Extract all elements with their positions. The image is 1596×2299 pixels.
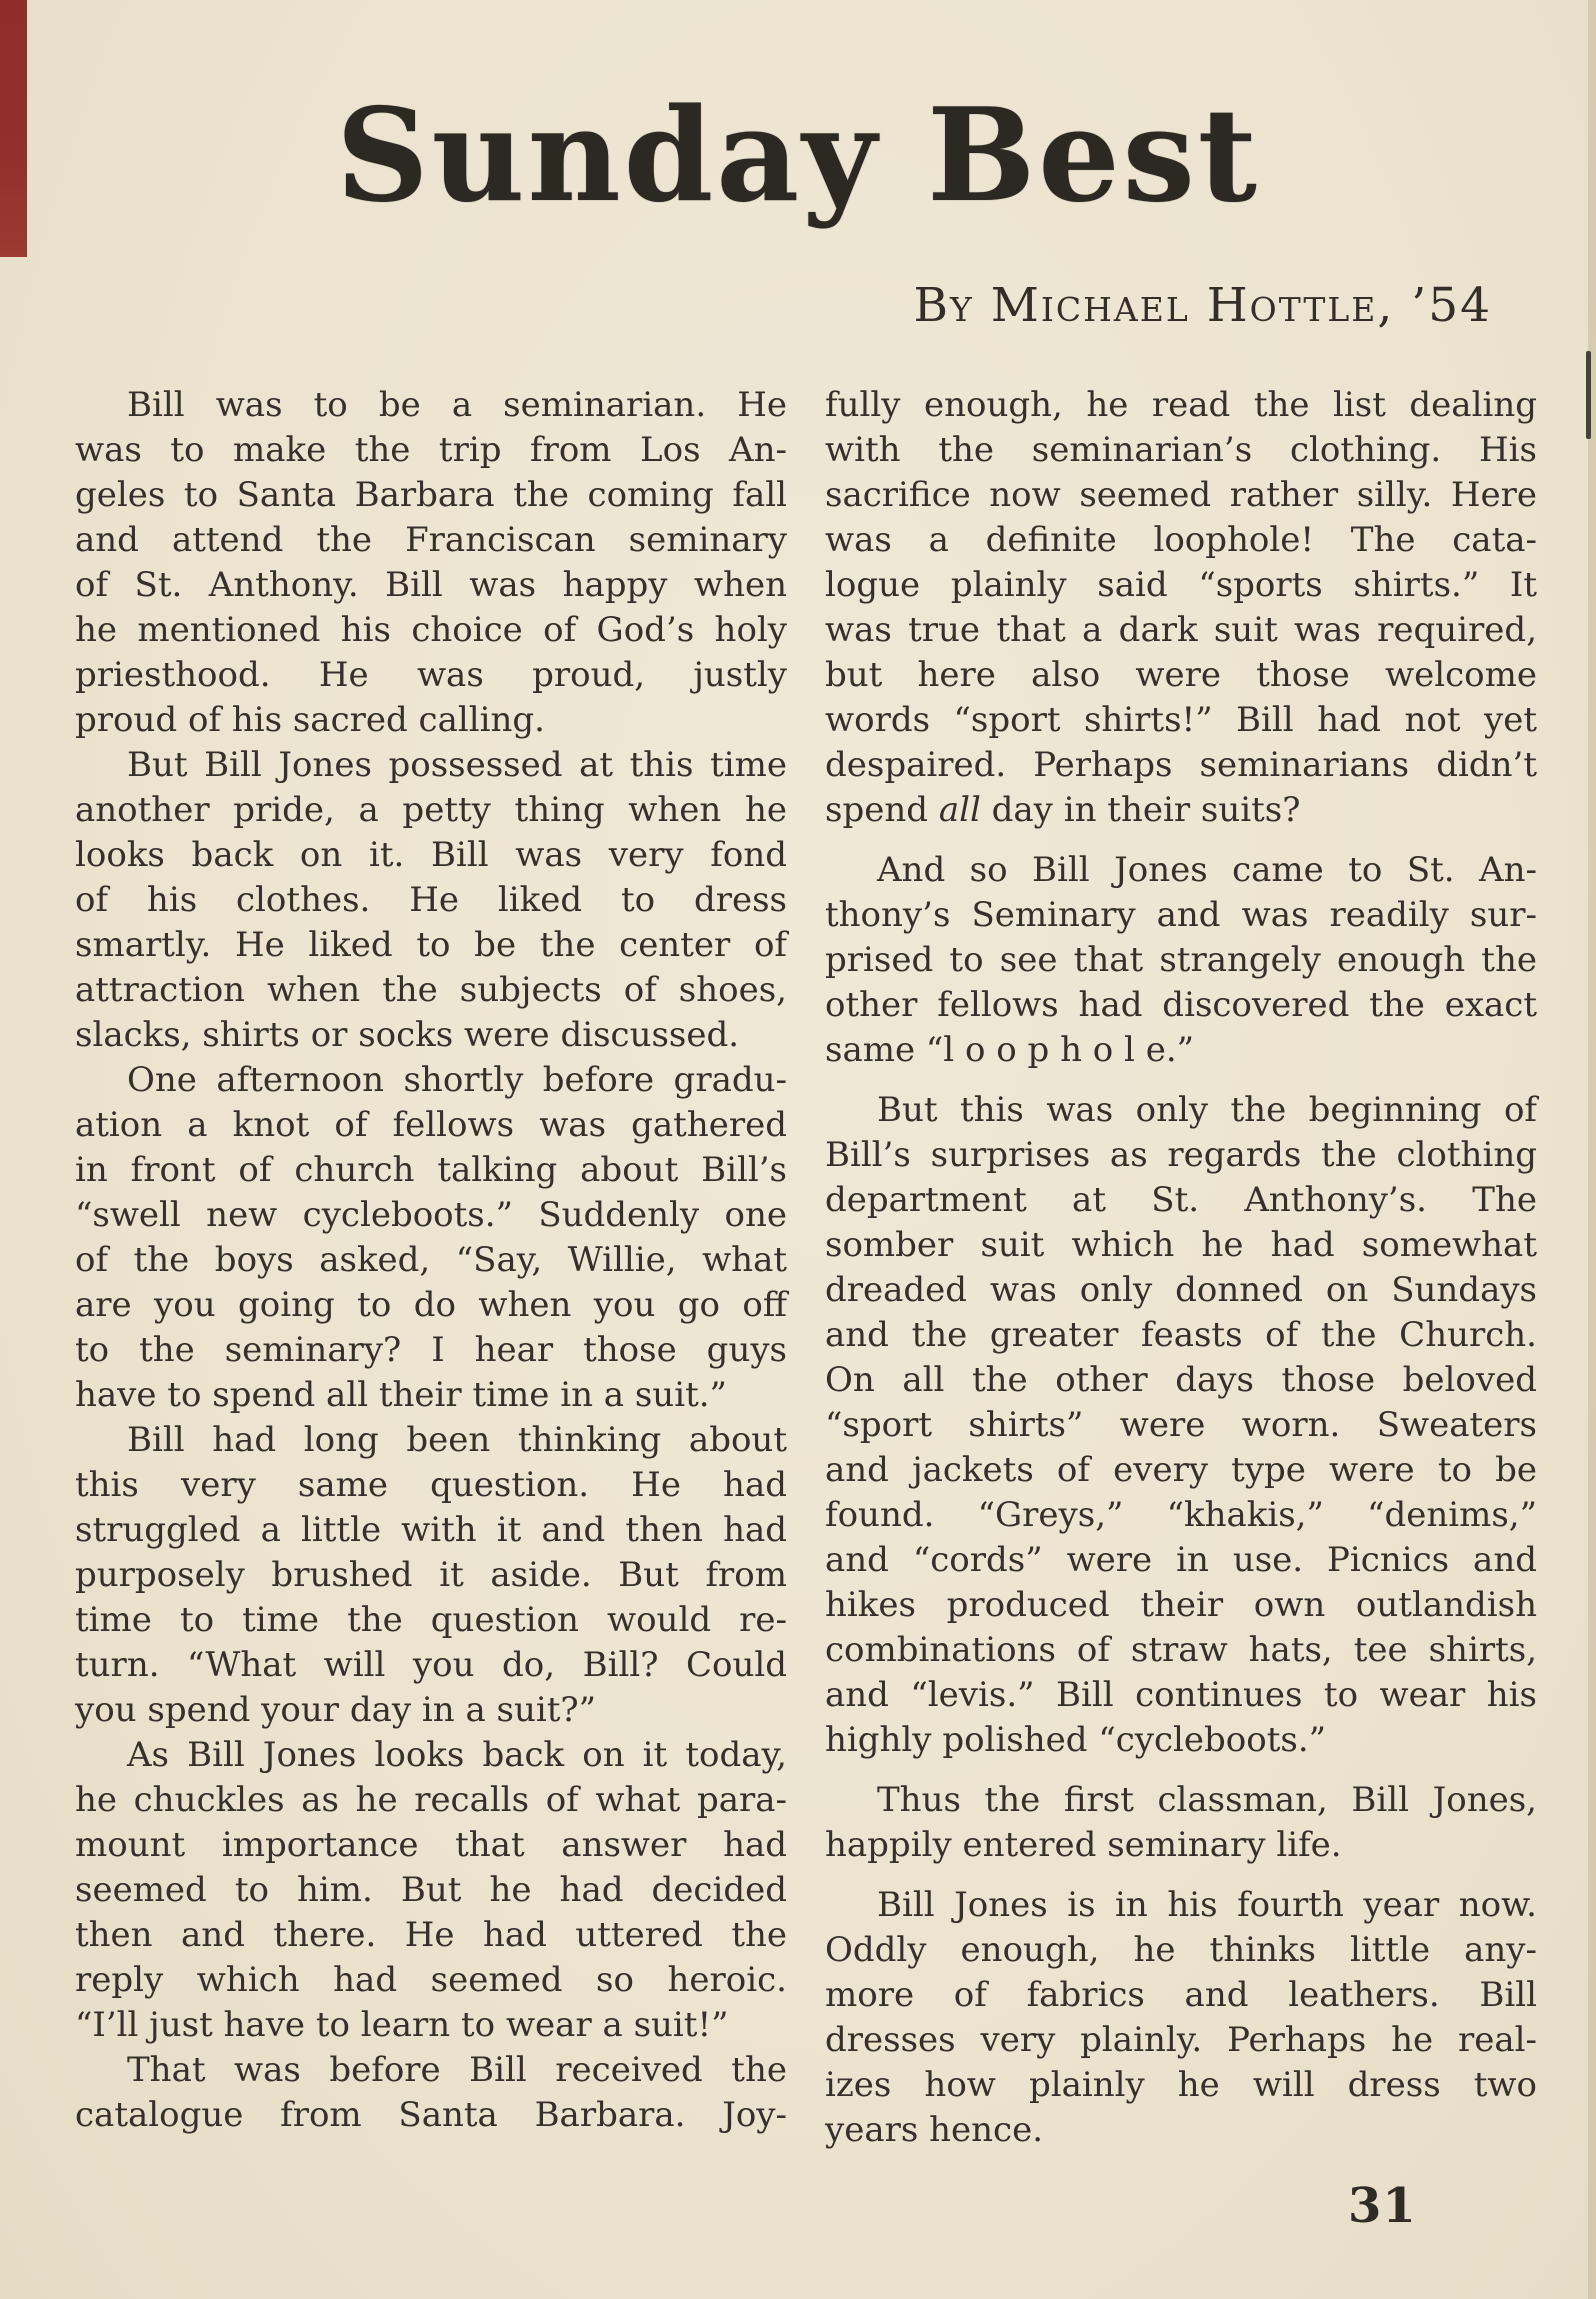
text-line: “swell new cycleboots.” Suddenly one <box>75 1195 787 1235</box>
text-line: was a definite loophole! The cata- <box>825 520 1537 560</box>
text-line: “sport shirts” were worn. Sweaters <box>825 1405 1537 1445</box>
paragraph <box>75 743 787 1058</box>
text-line: and attend the Franciscan seminary <box>75 520 787 560</box>
text-line: Oddly enough, he thinks little any- <box>825 1930 1537 1970</box>
text-line: priesthood. He was proud, justly <box>75 655 787 695</box>
text-line: more of fabrics and leathers. Bill <box>825 1975 1537 2015</box>
paragraph <box>75 383 787 743</box>
text-line: he mentioned his choice of God’s holy <box>75 610 787 650</box>
paragraph <box>75 2048 787 2138</box>
paragraph <box>825 1778 1537 1868</box>
text-line: to the seminary? I hear those guys <box>75 1330 787 1370</box>
text-line: smartly. He liked to be the center of <box>75 925 787 965</box>
text-line: same “l o o p h o l e.” <box>825 1030 1195 1070</box>
left-column <box>75 383 787 2153</box>
article-title: Sunday Best <box>336 81 1260 231</box>
page-edge-shadow <box>1588 0 1596 2299</box>
text-line: catalogue from Santa Barbara. Joy- <box>75 2095 787 2135</box>
text-line: but here also were those welcome <box>825 655 1537 695</box>
text-line: found. “Greys,” “khakis,” “denims,” <box>825 1495 1537 1535</box>
text-line: geles to Santa Barbara the coming fall <box>75 475 787 515</box>
text-line: fully enough, he read the list dealing <box>825 385 1537 425</box>
text-line: words “sport shirts!” Bill had not yet <box>825 700 1537 740</box>
right-column <box>825 383 1537 2153</box>
text-line: seemed to him. But he had decided <box>75 1870 787 1910</box>
text-line: time to time the question would re- <box>75 1600 787 1640</box>
text-line: happily entered seminary life. <box>825 1825 1342 1865</box>
paragraph <box>825 1883 1537 2153</box>
text-line: looks back on it. Bill was very fond <box>75 835 787 875</box>
text-line: another pride, a petty thing when he <box>75 790 787 830</box>
text-line: despaired. Perhaps seminarians didn’t <box>825 745 1537 785</box>
text-line: struggled a little with it and then had <box>75 1510 787 1550</box>
text-line: you spend your day in a suit?” <box>75 1690 597 1730</box>
text-line: he chuckles as he recalls of what para- <box>75 1780 787 1820</box>
text-line: reply which had seemed so heroic. <box>75 1960 787 2000</box>
text-line: dresses very plainly. Perhaps he real- <box>825 2020 1537 2060</box>
text-line: ation a knot of fellows was gathered <box>75 1105 787 1145</box>
text-line: was to make the trip from Los An- <box>75 430 787 470</box>
paragraph <box>75 1418 787 1733</box>
text-line: And so Bill Jones came to St. An- <box>877 850 1537 890</box>
text-line: spend all day in their suits? <box>825 790 1301 830</box>
text-line: But Bill Jones possessed at this time <box>127 745 787 785</box>
page-edge-mark <box>1586 351 1591 439</box>
text-line: Bill’s surprises as regards the clothing <box>825 1135 1537 1175</box>
text-line: then and there. He had uttered the <box>75 1915 787 1955</box>
paragraph <box>825 848 1537 1073</box>
text-line: somber suit which he had somewhat <box>825 1225 1537 1265</box>
text-line: Bill Jones is in his fourth year now. <box>877 1885 1537 1925</box>
text-line: thony’s Seminary and was readily sur- <box>825 895 1537 935</box>
text-line: But this was only the beginning of <box>877 1090 1537 1130</box>
text-line: and “levis.” Bill continues to wear his <box>825 1675 1537 1715</box>
text-line: and “cords” were in use. Picnics and <box>825 1540 1537 1580</box>
text-line: That was before Bill received the <box>127 2050 787 2090</box>
text-line: Bill was to be a seminarian. He <box>127 385 787 425</box>
paragraph <box>75 1058 787 1418</box>
text-line: hikes produced their own outlandish <box>825 1585 1537 1625</box>
text-line: in front of church talking about Bill’s <box>75 1150 787 1190</box>
text-line: of the boys asked, “Say, Willie, what <box>75 1240 787 1280</box>
text-line: sacrifice now seemed rather silly. Here <box>825 475 1537 515</box>
text-line: this very same question. He had <box>75 1465 787 1505</box>
text-line: logue plainly said “sports shirts.” It <box>825 565 1537 605</box>
text-line: prised to see that strangely enough the <box>825 940 1537 980</box>
text-line: One afternoon shortly before gradu- <box>127 1060 787 1100</box>
text-line: with the seminarian’s clothing. His <box>825 430 1537 470</box>
text-line: and the greater feasts of the Church. <box>825 1315 1537 1355</box>
article-body <box>75 383 1537 2153</box>
text-line: “I’ll just have to learn to wear a suit!” <box>75 2005 729 2045</box>
text-line: proud of his sacred calling. <box>75 700 545 740</box>
paragraph <box>825 383 1537 833</box>
text-line: Thus the first classman, Bill Jones, <box>877 1780 1537 1820</box>
text-line: other fellows had discovered the exact <box>825 985 1537 1025</box>
text-line: was true that a dark suit was required, <box>825 610 1537 650</box>
text-line: attraction when the subjects of shoes, <box>75 970 787 1010</box>
text-line: izes how plainly he will dress two <box>825 2065 1537 2105</box>
text-line: years hence. <box>825 2110 1043 2150</box>
text-line: are you going to do when you go off <box>75 1285 787 1325</box>
text-line: purposely brushed it aside. But from <box>75 1555 787 1595</box>
text-line: of St. Anthony. Bill was happy when <box>75 565 787 605</box>
article-byline: By Michael Hottle, ’54 <box>913 278 1492 333</box>
text-line: slacks, shirts or socks were discussed. <box>75 1015 740 1055</box>
text-line: As Bill Jones looks back on it today, <box>127 1735 787 1775</box>
paragraph <box>825 1088 1537 1763</box>
text-line: Bill had long been thinking about <box>127 1420 787 1460</box>
text-line: dreaded was only donned on Sundays <box>825 1270 1537 1310</box>
text-line: highly polished “cycleboots.” <box>825 1720 1327 1760</box>
text-line: On all the other days those beloved <box>825 1360 1537 1400</box>
page-number: 31 <box>1348 2178 1417 2234</box>
text-line: have to spend all their time in a suit.” <box>75 1375 727 1415</box>
text-line: and jackets of every type were to be <box>825 1450 1537 1490</box>
paragraph <box>75 1733 787 2048</box>
text-line: department at St. Anthony’s. The <box>825 1180 1537 1220</box>
text-line: turn. “What will you do, Bill? Could <box>75 1645 787 1685</box>
text-line: of his clothes. He liked to dress <box>75 880 787 920</box>
text-line: mount importance that answer had <box>75 1825 787 1865</box>
text-line: combinations of straw hats, tee shirts, <box>825 1630 1537 1670</box>
